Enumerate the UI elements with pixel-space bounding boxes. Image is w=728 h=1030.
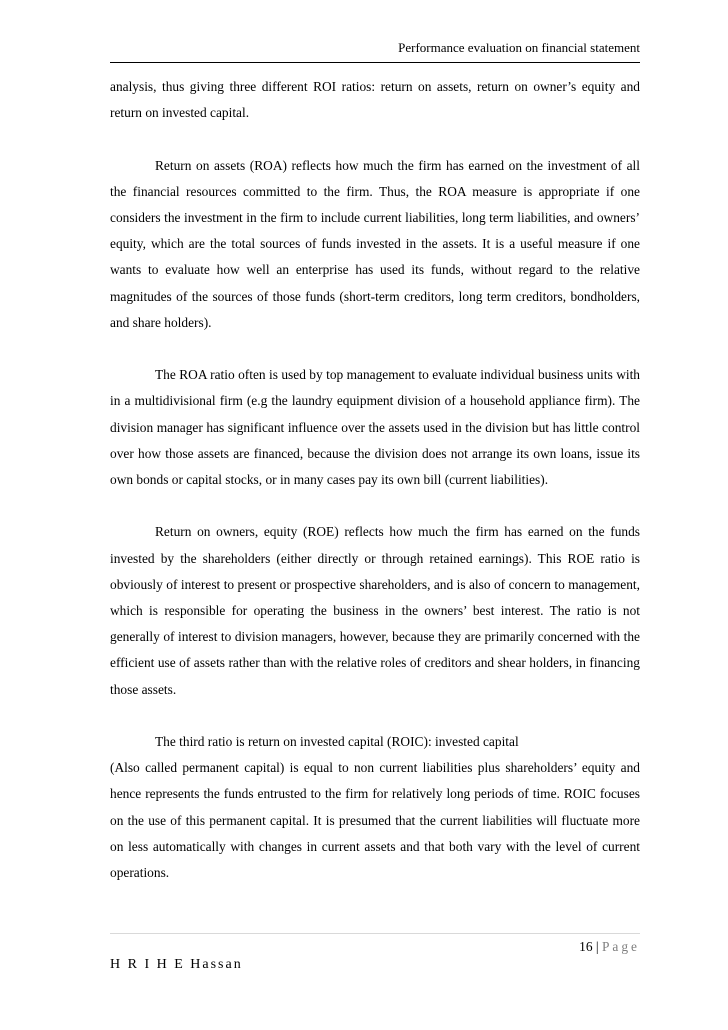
page-number-value: 16 [579,939,593,954]
page-number [110,938,640,956]
paragraph-roa: Return on assets (ROA) reflects how much the firm has earned on the investment of all the financial resources committed to the firm. Thus, the ROA measure is appropriate if one considers the investment in the firm to include current liabilities, long term liabilities, and owners’ equity, which are the total sources of funds invested in the assets. It is a useful measure if one wants to evaluate how well an enterprise has used its funds, without regard to the relative magnitudes of the sources of those funds (short-term creditors, long term creditors, bondholders, and share holders). [110,157,640,330]
footer-rule [110,933,640,934]
page-number-separator: | [595,939,599,954]
paragraph-roic-intro: The third ratio is return on invested capital (ROIC): invested capital [155,734,519,750]
header-rule [110,62,640,63]
document-body [110,74,640,912]
paragraph-roe: Return on owners, equity (ROE) reflects how much the firm has earned on the funds invested by the shareholders (either directly or through retained earnings). This ROE ratio is obviously of interest to present or prospective shareholders, and is also of concern to management, which is responsible for operating the business in the owners’ best interest. The ratio is not generally of interest to division managers, however, because they are primarily concerned with the efficient use of assets rather than with the relative roles of creditors and shear holders, in financing those assets. [110,524,640,697]
paragraph-continuation: analysis, thus giving three different ROI ratios: return on assets, return on owner’s equity and return on invested capital. [110,79,640,121]
running-header: Performance evaluation on financial statement [398,40,640,55]
paragraph-roic: (Also called permanent capital) is equal to non current liabilities plus shareholders’ equity and hence represents the funds entrusted to the firm for relatively long periods of time. ROIC focuses on the use of this permanent capital. It is presumed that the current liabilities will fluctuate more on less automatically with changes in current assets and that both vary with the level of current operations. [110,760,640,881]
footer-author: H R I H E Hassan [110,957,243,972]
page-label: Page [601,939,640,954]
paragraph-roa-usage: The ROA ratio often is used by top management to evaluate individual business units with in a multidivisional firm (e.g the laundry equipment division of a household appliance firm). The division manager has significant influence over the assets used in the division but has little control over how those assets are financed, because the division does not arrange its own loans, issue its own bonds or capital stocks, or in many cases pay its own bill (current liabilities). [110,367,640,488]
